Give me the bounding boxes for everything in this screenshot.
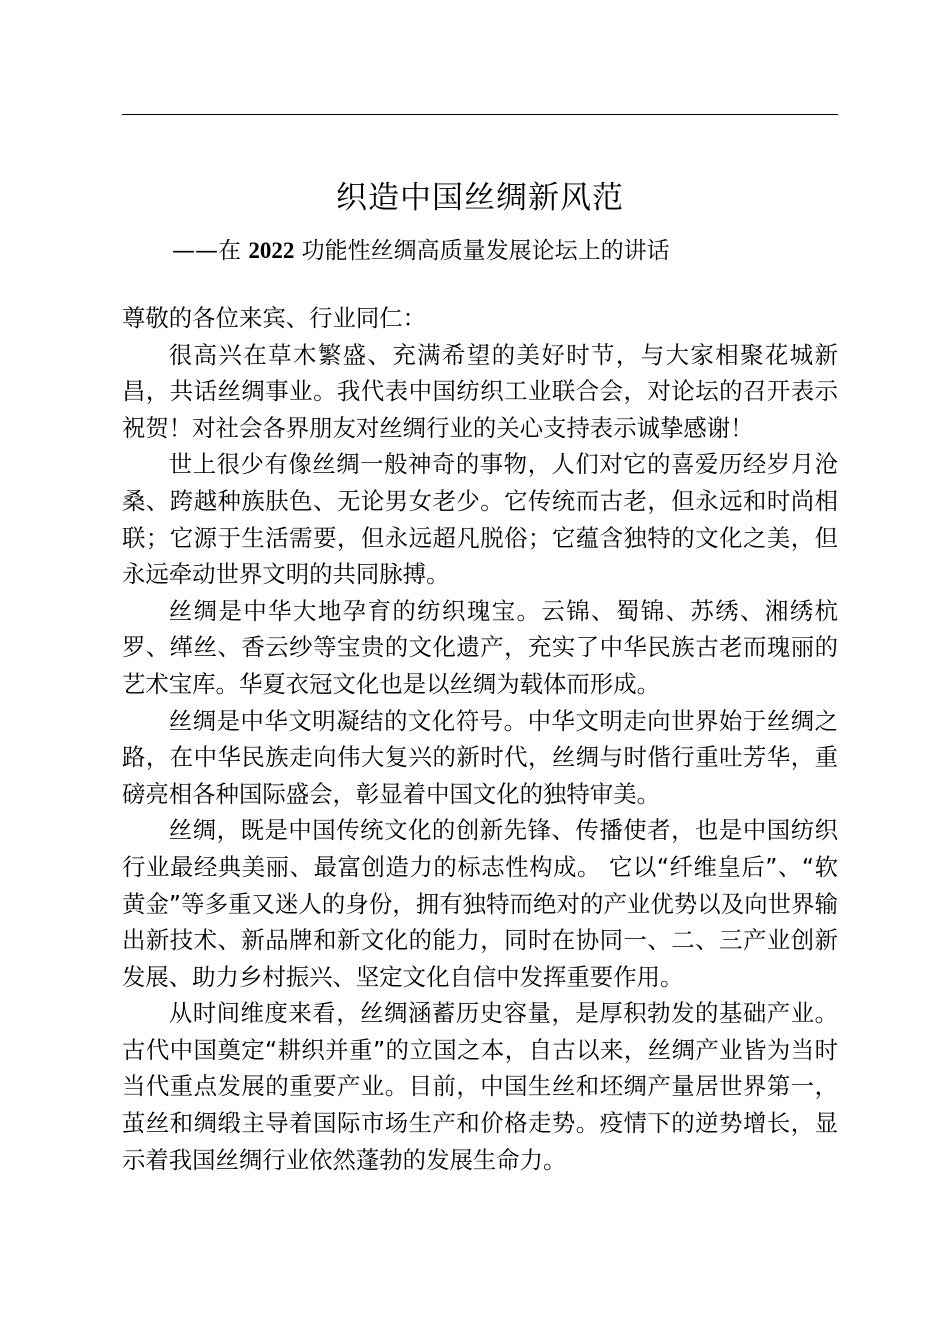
subtitle-prefix: ——在: [172, 238, 249, 264]
paragraph: 世上很少有像丝绸一般神奇的事物，人们对它的喜爱历经岁月沧桑、跨越种族肤色、无论男女老少。它传统而古老，但永远和时尚相联；它源于生活需要，但永远超凡脱俗；它蕴含独特的文化之美，但永远牵动世界文明的共同脉搏。: [122, 450, 838, 589]
header-divider: [122, 114, 838, 115]
paragraph: 丝绸，既是中国传统文化的创新先锋、传播使者，也是中国纺织行业最经典美丽、最富创造力的标志性构成。 它以“纤维皇后”、“软黄金”等多重又迷人的身份，拥有独特而绝对的产业优势以及向世界输出新技术、新品牌和新文化的能力，同时在协同一、二、三产业创新发展、助力乡村振兴、坚定文化自信中发挥重要作用。: [122, 816, 838, 991]
document-title: 织造中国丝绸新风范: [336, 180, 624, 216]
paragraph: 丝绸是中华大地孕育的纺织瑰宝。云锦、蜀锦、苏绣、湘绣杭罗、缂丝、香云纱等宝贵的文化遗产，充实了中华民族古老而瑰丽的艺术宝库。华夏衣冠文化也是以丝绸为载体而形成。: [122, 596, 838, 698]
salutation: 尊敬的各位来宾、行业同仁：: [122, 304, 427, 332]
subtitle-year: 2022: [248, 238, 295, 263]
document-body: [122, 300, 838, 1178]
subtitle-suffix: 功能性丝绸高质量发展论坛上的讲话: [294, 238, 670, 264]
document-subtitle: [172, 232, 852, 270]
paragraph: 很高兴在草木繁盛、充满希望的美好时节，与大家相聚花城新昌，共话丝绸事业。我代表中国纺织工业联合会，对论坛的召开表示祝贺！对社会各界朋友对丝绸行业的关心支持表示诚挚感谢！: [122, 340, 838, 442]
paragraph: 丝绸是中华文明凝结的文化符号。中华文明走向世界始于丝绸之路，在中华民族走向伟大复兴的新时代，丝绸与时偕行重吐芳华，重磅亮相各种国际盛会，彰显着中国文化的独特审美。: [122, 706, 838, 808]
paragraph: 从时间维度来看，丝绸涵蓄历史容量，是厚积勃发的基础产业。古代中国奠定“耕织并重”的立国之本，自古以来，丝绸产业皆为当时当代重点发展的重要产业。目前，中国生丝和坯绸产量居世界第一，茧丝和绸缎主导着国际市场生产和价格走势。疫情下的逆势增长，显示着我国丝绸行业依然蓬勃的发展生命力。: [122, 999, 838, 1174]
